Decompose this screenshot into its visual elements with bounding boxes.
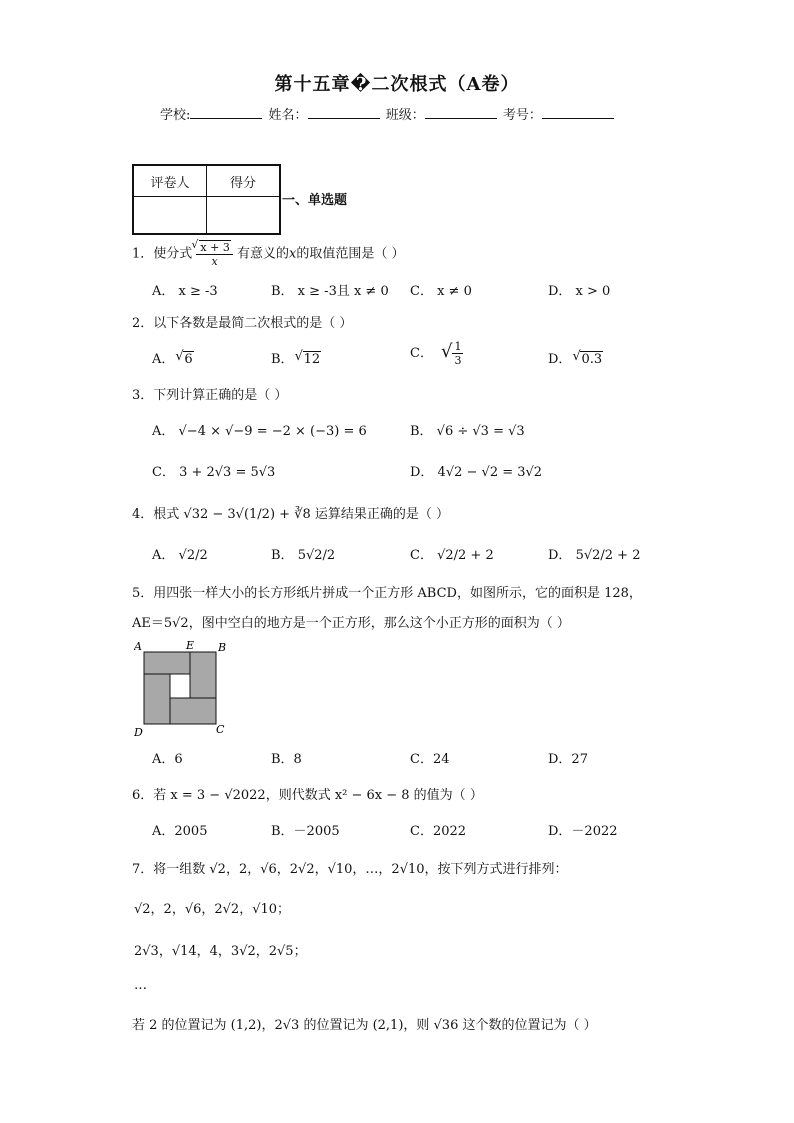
q1-option-d[interactable]: D． x > 0 xyxy=(548,284,611,299)
rect-left xyxy=(144,674,170,724)
q4-option-a[interactable] xyxy=(152,544,208,563)
question-1 xyxy=(132,240,404,268)
school-label: 学校: xyxy=(160,108,191,123)
q2-a-label: A． xyxy=(152,352,175,367)
question-7: 7．将一组数 √2，2，√6，2√2，√10，…，2√10，按下列方式进行排列： xyxy=(132,862,568,877)
q1-pre: 1．使分式 xyxy=(132,246,193,262)
label-e: E xyxy=(186,640,195,652)
question-5-line2: AE＝5√2，图中空白的地方是一个正方形，那么这个小正方形的面积为（ ） xyxy=(132,616,570,631)
q2-b-value: √ 12 xyxy=(303,351,322,367)
q4-a-label: A． xyxy=(152,548,175,563)
grader-cell[interactable] xyxy=(133,197,207,235)
class-blank[interactable] xyxy=(425,106,497,119)
q2-c-num: 1 xyxy=(454,340,462,353)
number-label: 考号： xyxy=(502,108,542,123)
q5-option-c[interactable]: C．24 xyxy=(410,752,450,767)
rect-bottom xyxy=(170,698,216,724)
q1-frac-num: √ x + 3 xyxy=(199,240,230,254)
q2-b-label: B． xyxy=(271,352,294,367)
q4-post: 运算结果正确的是（ ） xyxy=(314,507,450,522)
label-a: A xyxy=(134,640,142,653)
question-2: 2．以下各数是最简二次根式的是（ ） xyxy=(132,316,353,331)
q2-d-label: D． xyxy=(548,352,572,367)
q3-option-a[interactable]: A． √−4 × √−9 = −2 × (−3) = 6 xyxy=(152,424,367,439)
q2-a-value: √ 6 xyxy=(183,351,193,367)
q4-d-label: D． xyxy=(548,548,572,563)
q5-option-b[interactable]: B．8 xyxy=(271,752,302,767)
q4-b-value: 5√2/2 xyxy=(297,548,336,563)
q4-a-value: √2/2 xyxy=(178,548,208,563)
q3-option-c[interactable]: C． 3 + 2√3 = 5√3 xyxy=(152,465,276,480)
q3-option-b[interactable]: B． √6 ÷ √3 = √3 xyxy=(410,424,525,439)
q1-option-a[interactable]: A． x ≥ -3 xyxy=(152,284,218,299)
q4-b-label: B． xyxy=(271,548,294,563)
q4-c-value: √2/2 + 2 xyxy=(437,548,494,563)
q7-row-2: 2√3，√14，4，3√2，2√5； xyxy=(134,944,307,959)
q5-option-a[interactable]: A．6 xyxy=(152,752,183,767)
name-label: 姓名： xyxy=(268,108,308,123)
label-b: B xyxy=(218,641,227,654)
q3-option-d[interactable]: D． 4√2 − √2 = 3√2 xyxy=(410,465,543,480)
question-5-line1: 5．用四张一样大小的长方形纸片拼成一个正方形 ABCD，如图所示，它的面积是 128， xyxy=(132,586,642,601)
q4-option-b[interactable] xyxy=(271,544,335,563)
q1-frac-den: x xyxy=(211,255,218,268)
q1-option-c[interactable]: C． x ≠ 0 xyxy=(410,284,472,299)
q2-option-c[interactable]: C． √ $\frac{1}{3}$ xyxy=(410,340,462,367)
q2-option-b[interactable] xyxy=(271,348,321,367)
name-blank[interactable] xyxy=(308,106,380,119)
q7-row-1: √2，2，√6，2√2，√10； xyxy=(134,902,291,917)
label-d: D xyxy=(134,726,143,739)
q1-option-b[interactable]: B． x ≥ -3且 x ≠ 0 xyxy=(271,284,389,299)
q6-option-a[interactable]: A．2005 xyxy=(152,824,208,839)
q6-option-b[interactable]: B．－2005 xyxy=(271,824,340,839)
q1-var: x xyxy=(289,246,297,262)
q4-expr: √32 − 3√(1/2) + ∛8 xyxy=(183,507,311,522)
q7-row-3: … xyxy=(134,978,147,993)
grader-header: 评卷人 xyxy=(133,165,207,197)
q4-d-value: 5√2/2 + 2 xyxy=(575,548,641,563)
q4-option-c[interactable] xyxy=(410,544,494,563)
q1-tail: 的取值范围是（ ） xyxy=(296,246,405,262)
q4-pre: 4．根式 xyxy=(132,507,180,522)
section-title: 一、单选题 xyxy=(282,193,348,208)
q6-option-d[interactable]: D．－2022 xyxy=(548,824,618,839)
score-cell[interactable] xyxy=(207,197,281,235)
q2-c-label: C． xyxy=(410,346,433,361)
q1-post: 有意义的 xyxy=(236,246,289,262)
student-info xyxy=(160,104,616,123)
question-6: 6．若 x = 3 − √2022，则代数式 x² − 6x − 8 的值为（ ） xyxy=(132,788,483,803)
q4-c-label: C． xyxy=(410,548,433,563)
rect-top xyxy=(144,652,190,674)
grader-table xyxy=(132,164,281,235)
question-4 xyxy=(132,503,449,522)
q2-c-den: 3 xyxy=(454,354,462,367)
number-blank[interactable] xyxy=(542,106,614,119)
score-header: 得分 xyxy=(207,165,281,197)
label-c: C xyxy=(216,723,225,736)
q1-fraction xyxy=(196,240,232,268)
class-label: 班级： xyxy=(385,108,425,123)
q2-option-a[interactable] xyxy=(152,348,194,367)
page-title: 第十五章�二次根式（A卷） xyxy=(274,74,520,95)
rect-right xyxy=(190,652,216,698)
square-figure xyxy=(134,640,244,740)
question-3: 3．下列计算正确的是（ ） xyxy=(132,388,288,403)
q2-d-value: √ 0.3 xyxy=(580,351,603,367)
q2-option-d[interactable] xyxy=(548,348,603,367)
q5-option-d[interactable]: D．27 xyxy=(548,752,588,767)
school-blank[interactable] xyxy=(190,106,262,119)
q6-option-c[interactable]: C．2022 xyxy=(410,824,467,839)
q4-option-d[interactable] xyxy=(548,544,640,563)
q7-question: 若 2 的位置记为 (1,2)，2√3 的位置记为 (2,1)，则 √36 这个数的位置记为（ ） xyxy=(132,1018,597,1033)
